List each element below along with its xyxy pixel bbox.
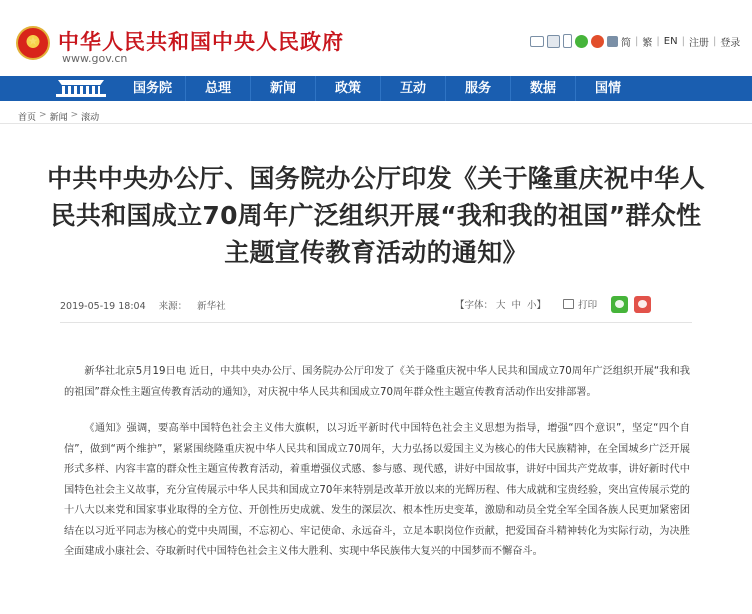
news-icon[interactable] bbox=[547, 35, 560, 48]
source-name: 新华社 bbox=[197, 301, 226, 312]
breadcrumb-separator: > bbox=[70, 110, 79, 120]
divider: | bbox=[635, 35, 639, 47]
site-header bbox=[0, 0, 752, 76]
nav-item-policies[interactable]: 政策 bbox=[315, 76, 380, 101]
site-title[interactable]: 中华人民共和国中央人民政府 bbox=[58, 30, 344, 54]
nav-item-data[interactable]: 数据 bbox=[510, 76, 575, 101]
print-icon[interactable] bbox=[563, 299, 574, 309]
mail-icon[interactable] bbox=[530, 36, 544, 47]
article-tools bbox=[455, 294, 651, 314]
article-title: 中共中央办公厅、国务院办公厅印发《关于隆重庆祝中华人民共和国成立70周年广泛组织开展“我和我的祖国”群众性主题宣传教育活动的通知》 bbox=[47, 164, 705, 267]
register-link[interactable]: 注册 bbox=[688, 37, 709, 49]
utility-bar bbox=[530, 33, 740, 49]
phone-icon[interactable] bbox=[563, 34, 572, 48]
simplified-chinese-link[interactable]: 简 bbox=[621, 37, 631, 49]
divider: | bbox=[681, 35, 685, 47]
home-icon[interactable] bbox=[607, 36, 618, 47]
divider: | bbox=[656, 35, 660, 47]
article-meta bbox=[60, 298, 236, 312]
breadcrumb-rolling[interactable]: 滚动 bbox=[81, 113, 100, 123]
weibo-share-icon[interactable] bbox=[634, 296, 651, 313]
divider: | bbox=[712, 35, 717, 47]
main-navigation bbox=[0, 76, 752, 101]
wechat-share-icon[interactable] bbox=[611, 296, 628, 313]
font-medium-button[interactable]: 中 bbox=[511, 300, 522, 311]
national-emblem-icon[interactable]: ★ bbox=[16, 26, 50, 60]
nav-item-state-council[interactable]: 国务院 bbox=[132, 81, 172, 96]
article-paragraph: 《通知》强调，要高举中国特色社会主义伟大旗帜，以习近平新时代中国特色社会主义思想为指导，增强“四个意识”，坚定“四个自信”，做到“两个维护”，紧紧围绕隆重庆祝中华人民共和国成立70周年，大力弘扬以爱国主义为核心的伟大民族精神，在全国城乡广泛开展形式多样、内容丰富的群众性主题宣传教育活动，着重增强仪式感、参与感、现代感，讲好中国故事，讲好中国共产党故事，讲好新时代中国特色社会主义故事，充分宣传展示中华人民共和国成立70年来特别是改革开放以来的光辉历程、伟大成就和宝贵经验，突出宣传展示党的十八大以来党和国家事业取得的全方位、开创性历史成就、发生的深层次、根本性历史变革，激励和动员全党全军全国各族人民更加紧密团结在以习近平同志为核心的党中央周围，不忘初心、牢记使命、永远奋斗，立足本职岗位作贡献，把爱国奋斗精神转化为实际行动，为决胜全面建成小康社会、夺取新时代中国特色社会主义伟大胜利、实现中华民族伟大复兴的中国梦而不懈奋斗。 bbox=[64, 423, 690, 557]
traditional-chinese-link[interactable]: 繁 bbox=[642, 37, 653, 49]
nav-item-services[interactable]: 服务 bbox=[445, 76, 510, 101]
english-link[interactable]: EN bbox=[663, 35, 678, 47]
article-paragraph: 新华社北京5月19日电 近日，中共中央办公厅、国务院办公厅印发了《关于隆重庆祝中华人民共和国成立70周年广泛组织开展“我和我的祖国”群众性主题宣传教育活动的通知》，对庆祝中华人民共和国成立70周年群众性主题宣传教育活动作出安排部署。 bbox=[64, 366, 690, 398]
divider bbox=[0, 123, 752, 124]
divider bbox=[60, 322, 692, 323]
site-domain: www.gov.cn bbox=[62, 52, 128, 65]
breadcrumb bbox=[18, 110, 99, 123]
font-size-control bbox=[455, 297, 549, 311]
nav-item-premier[interactable]: 总理 bbox=[185, 76, 250, 101]
print-button[interactable]: 打印 bbox=[578, 300, 598, 311]
font-size-label: 【字体： bbox=[455, 300, 494, 311]
font-large-button[interactable]: 大 bbox=[496, 300, 506, 311]
publish-date: 2019-05-19 18:04 bbox=[60, 301, 146, 312]
tiananmen-logo-icon[interactable] bbox=[56, 80, 106, 97]
nav-item-interaction[interactable]: 互动 bbox=[380, 76, 445, 101]
breadcrumb-news[interactable]: 新闻 bbox=[49, 113, 68, 123]
weibo-icon[interactable] bbox=[591, 35, 604, 48]
breadcrumb-home[interactable]: 首页 bbox=[18, 113, 37, 123]
font-small-button[interactable]: 小】 bbox=[527, 300, 547, 311]
wechat-icon[interactable] bbox=[575, 35, 588, 48]
login-link[interactable]: 登录 bbox=[720, 37, 741, 49]
source-label: 来源： bbox=[158, 301, 188, 312]
nav-item-news[interactable]: 新闻 bbox=[250, 76, 315, 101]
nav-item-national-profile[interactable]: 国情 bbox=[575, 76, 640, 101]
breadcrumb-separator: > bbox=[39, 110, 47, 120]
article-body bbox=[64, 362, 690, 579]
